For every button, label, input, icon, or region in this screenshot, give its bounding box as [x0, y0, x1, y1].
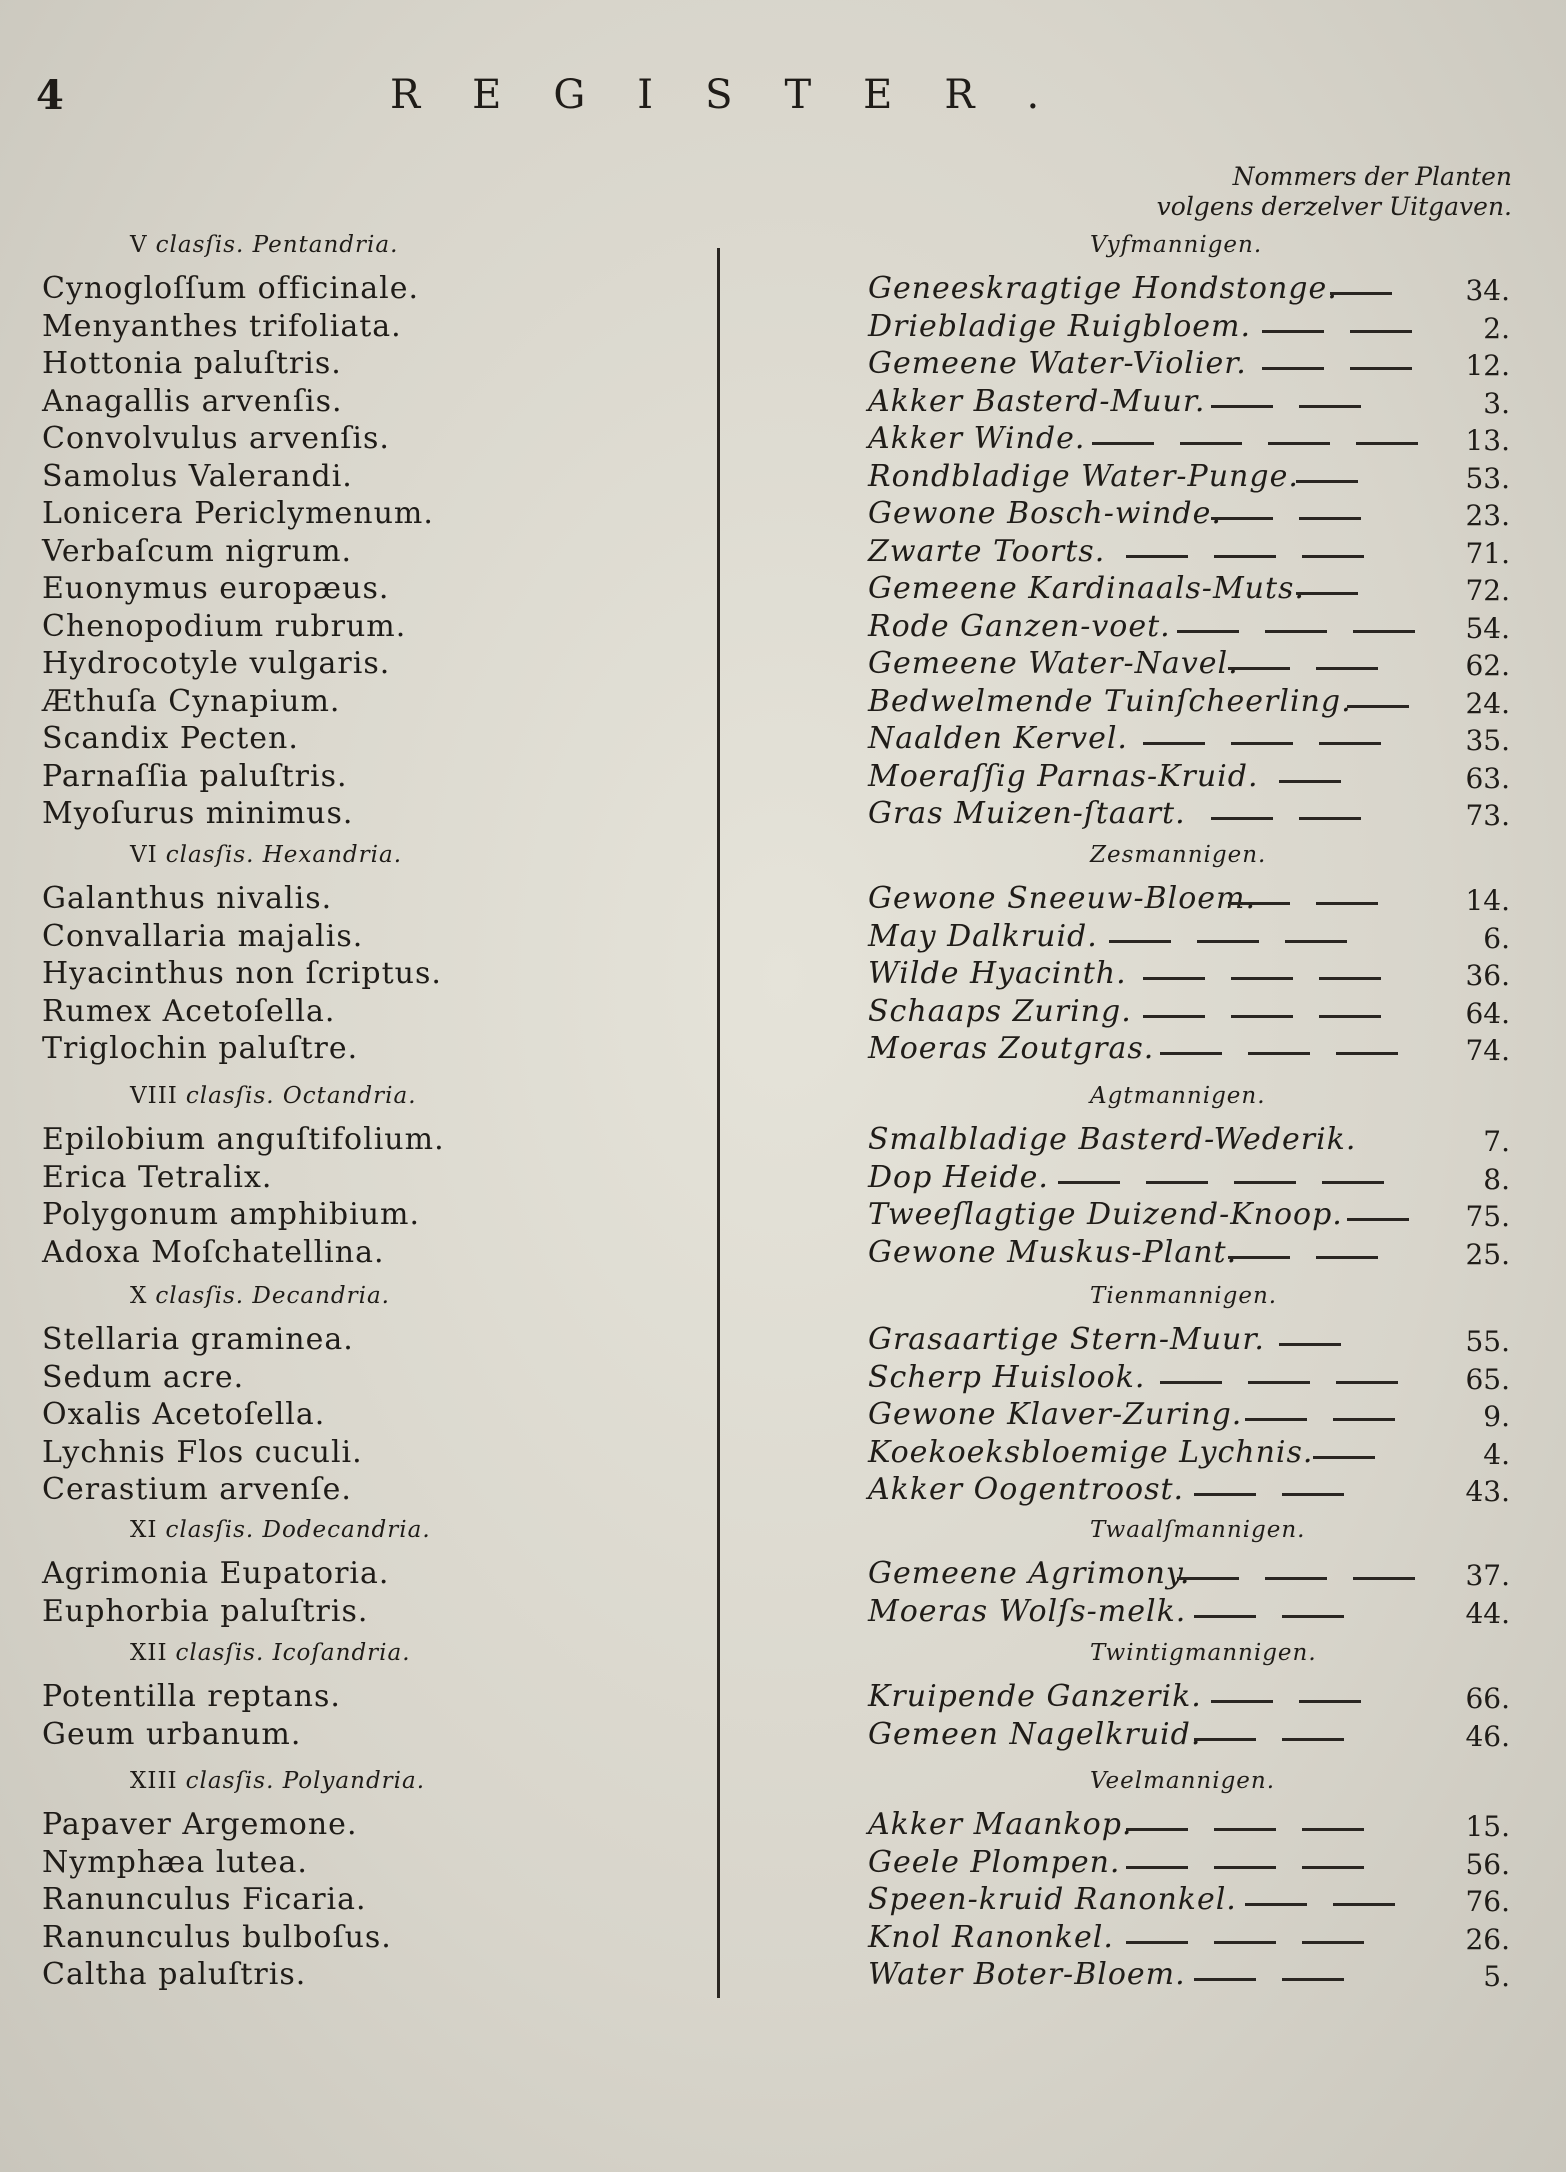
latin-plant-name: Anagallis arvenſis.: [42, 383, 343, 419]
dash-leader: [1262, 367, 1324, 373]
dash-leader: [1316, 667, 1378, 673]
dash-leader: [1299, 405, 1361, 411]
plant-number: 64.: [1465, 996, 1510, 1030]
dutch-plant-name: Akker Winde.: [868, 421, 1086, 456]
class-numeral: VIII: [130, 1083, 178, 1109]
dutch-class-heading: Zesmannigen.: [1090, 842, 1267, 868]
dutch-plant-name: Akker Oogentroost.: [868, 1472, 1185, 1507]
dash-leader: [1058, 1181, 1120, 1187]
latin-plant-name: Adoxa Moſchatellina.: [42, 1234, 385, 1270]
class-name: clasſis. Dodecandria.: [165, 1517, 431, 1543]
dash-leader: [1160, 1381, 1222, 1387]
class-numeral: XIII: [130, 1768, 178, 1794]
dutch-plant-name: Gemeene Water-Violier.: [868, 346, 1247, 381]
dash-leader: [1211, 405, 1273, 411]
dash-leader: [1214, 1866, 1276, 1872]
plant-number: 63.: [1465, 761, 1510, 795]
dash-leader: [1322, 1181, 1384, 1187]
plant-number: 34.: [1465, 274, 1510, 307]
dash-leader: [1268, 442, 1330, 448]
dash-leader: [1180, 442, 1242, 448]
latin-plant-name: Scandix Pecten.: [42, 721, 299, 756]
plant-number: 54.: [1465, 611, 1510, 645]
dutch-plant-name: Gewone Sneeuw-Bloem.: [868, 881, 1257, 916]
plant-number: 75.: [1465, 1200, 1510, 1233]
dash-leader: [1302, 1941, 1364, 1947]
dash-leader: [1285, 940, 1347, 946]
dutch-plant-name: Speen-kruid Ranonkel.: [868, 1882, 1237, 1917]
dutch-plant-name: Koekoeksbloemige Lychnis.: [868, 1434, 1314, 1470]
dash-leader: [1228, 1256, 1290, 1262]
dash-leader: [1245, 1418, 1307, 1424]
dash-leader: [1347, 1218, 1409, 1224]
latin-plant-name: Papaver Argemone.: [42, 1807, 358, 1842]
dash-leader: [1350, 367, 1412, 373]
right-column-header: [1100, 162, 1512, 222]
dash-leader: [1299, 817, 1361, 823]
latin-class-heading: [130, 232, 398, 258]
plant-number: 6.: [1483, 921, 1510, 955]
latin-plant-name: Potentilla reptans.: [42, 1679, 341, 1714]
plant-number: 7.: [1483, 1125, 1510, 1158]
dash-leader: [1092, 442, 1154, 448]
dash-leader: [1194, 1493, 1256, 1499]
latin-plant-name: Chenopodium rubrum.: [42, 608, 407, 644]
plant-number: 4.: [1483, 1437, 1510, 1471]
dutch-plant-name: Tweeſlagtige Duizend-Knoop.: [868, 1197, 1343, 1232]
dash-leader: [1248, 1052, 1310, 1058]
latin-plant-name: Æthuſa Cynapium.: [42, 683, 341, 719]
dutch-class-heading: Twintigmannigen.: [1090, 1640, 1317, 1666]
dutch-class-heading: Agtmannigen.: [1090, 1083, 1266, 1109]
dash-leader: [1214, 1941, 1276, 1947]
dash-leader: [1302, 555, 1364, 561]
dash-leader: [1143, 1015, 1205, 1021]
latin-plant-name: Myoſurus minimus.: [42, 796, 354, 831]
dash-leader: [1211, 517, 1273, 523]
dash-leader: [1262, 330, 1324, 336]
latin-plant-name: Polygonum amphibium.: [42, 1197, 421, 1232]
dash-leader: [1194, 1738, 1256, 1744]
plant-number: 74.: [1465, 1034, 1510, 1067]
dash-leader: [1282, 1978, 1344, 1984]
latin-plant-name: Triglochin paluſtre.: [42, 1031, 359, 1066]
plant-number: 5.: [1483, 1960, 1510, 1993]
dutch-plant-name: Grasaartige Stern-Muur.: [868, 1322, 1265, 1357]
dutch-plant-name: Naalden Kervel.: [868, 721, 1128, 756]
dash-leader: [1126, 555, 1188, 561]
plant-number: 53.: [1465, 461, 1510, 495]
dash-leader: [1228, 667, 1290, 673]
class-numeral: VI: [130, 842, 158, 868]
class-name: clasſis. Pentandria.: [155, 232, 399, 258]
latin-plant-name: Hydrocotyle vulgaris.: [42, 646, 391, 681]
plant-number: 71.: [1465, 536, 1510, 570]
dutch-plant-name: Gemeen Nagelkruid.: [868, 1716, 1202, 1752]
latin-plant-name: Ranunculus bulboſus.: [42, 1919, 392, 1955]
latin-class-heading: [130, 1640, 411, 1666]
plant-number: 14.: [1465, 884, 1510, 917]
dutch-plant-name: Moeras Wolſs-melk.: [868, 1593, 1187, 1629]
dash-leader: [1356, 442, 1418, 448]
plant-number: 36.: [1465, 959, 1510, 992]
latin-class-heading: [130, 842, 402, 868]
dash-leader: [1194, 1615, 1256, 1621]
dash-leader: [1353, 1577, 1415, 1583]
class-numeral: XII: [130, 1640, 168, 1666]
dash-leader: [1302, 1866, 1364, 1872]
dash-leader: [1214, 1828, 1276, 1834]
dash-leader: [1353, 630, 1415, 636]
dutch-plant-name: Scherp Huislook.: [868, 1359, 1146, 1395]
dash-leader: [1160, 1052, 1222, 1058]
dash-leader: [1296, 592, 1358, 598]
dash-leader: [1330, 292, 1392, 298]
latin-class-heading: [130, 1768, 425, 1794]
column-divider: [717, 248, 720, 1998]
dash-leader: [1143, 742, 1205, 748]
plant-number: 76.: [1465, 1885, 1510, 1918]
dash-leader: [1126, 1941, 1188, 1947]
dutch-plant-name: Driebladige Ruigbloem.: [868, 308, 1252, 344]
dash-leader: [1231, 742, 1293, 748]
dutch-plant-name: Zwarte Toorts.: [868, 533, 1106, 569]
dash-leader: [1336, 1381, 1398, 1387]
latin-plant-name: Cynogloſſum officinale.: [42, 271, 420, 306]
latin-plant-name: Euonymus europæus.: [42, 571, 390, 606]
dutch-plant-name: May Dalkruid.: [868, 918, 1098, 954]
latin-plant-name: Lychnis Flos cuculi.: [42, 1434, 363, 1470]
dash-leader: [1279, 780, 1341, 786]
dash-leader: [1296, 480, 1358, 486]
dutch-plant-name: Rondbladige Water-Punge.: [868, 458, 1299, 494]
dash-leader: [1211, 1700, 1273, 1706]
dutch-plant-name: Akker Maankop.: [868, 1807, 1133, 1842]
dash-leader: [1146, 1181, 1208, 1187]
dash-leader: [1299, 1700, 1361, 1706]
dash-leader: [1319, 1015, 1381, 1021]
dutch-plant-name: Moeras Zoutgras.: [868, 1031, 1155, 1066]
class-numeral: X: [130, 1283, 148, 1309]
latin-plant-name: Oxalis Acetoſella.: [42, 1397, 326, 1432]
dutch-plant-name: Gewone Bosch-winde.: [868, 496, 1222, 531]
dash-leader: [1302, 1828, 1364, 1834]
dutch-plant-name: Kruipende Ganzerik.: [868, 1679, 1202, 1714]
dash-leader: [1282, 1738, 1344, 1744]
latin-plant-name: Agrimonia Eupatoria.: [42, 1556, 390, 1591]
plant-number: 72.: [1465, 574, 1510, 607]
dutch-plant-name: Gras Muizen-ſtaart.: [868, 796, 1186, 831]
dash-leader: [1234, 1181, 1296, 1187]
page-number: 4: [36, 72, 64, 119]
plant-number: 35.: [1465, 724, 1510, 757]
latin-plant-name: Rumex Acetoſella.: [42, 993, 336, 1029]
dutch-plant-name: Gemeene Agrimony.: [868, 1556, 1191, 1591]
dash-leader: [1316, 902, 1378, 908]
dutch-class-heading: Vyfmannigen.: [1090, 232, 1263, 258]
plant-number: 46.: [1465, 1719, 1510, 1753]
latin-plant-name: Euphorbia paluſtris.: [42, 1593, 369, 1629]
dash-leader: [1177, 1577, 1239, 1583]
dash-leader: [1282, 1493, 1344, 1499]
plant-number: 13.: [1465, 424, 1510, 457]
class-numeral: XI: [130, 1517, 158, 1543]
dash-leader: [1211, 817, 1273, 823]
latin-plant-name: Lonicera Periclymenum.: [42, 496, 434, 531]
plant-number: 26.: [1465, 1922, 1510, 1956]
dash-leader: [1265, 630, 1327, 636]
plant-number: 15.: [1465, 1810, 1510, 1843]
dutch-plant-name: Schaaps Zuring.: [868, 993, 1132, 1029]
latin-plant-name: Cerastium arvenſe.: [42, 1472, 352, 1507]
dash-leader: [1143, 977, 1205, 983]
dash-leader: [1126, 1828, 1188, 1834]
dutch-plant-name: Gemeene Water-Navel.: [868, 646, 1239, 681]
dutch-class-heading: Twaalſmannigen.: [1090, 1517, 1306, 1543]
dash-leader: [1313, 1456, 1375, 1462]
plant-number: 37.: [1465, 1559, 1510, 1592]
dash-leader: [1279, 1343, 1341, 1349]
dash-leader: [1299, 517, 1361, 523]
dutch-plant-name: Water Boter-Bloem.: [868, 1957, 1186, 1992]
dash-leader: [1194, 1978, 1256, 1984]
latin-class-heading: [130, 1517, 431, 1543]
plant-number: 43.: [1465, 1475, 1510, 1508]
dash-leader: [1228, 902, 1290, 908]
latin-plant-name: Samolus Valerandi.: [42, 458, 353, 494]
dash-leader: [1319, 977, 1381, 983]
page-title: REGISTER.: [390, 72, 1092, 118]
plant-number: 2.: [1483, 311, 1510, 345]
dash-leader: [1347, 705, 1409, 711]
dutch-plant-name: Bedwelmende Tuinſcheerling.: [868, 683, 1352, 719]
latin-plant-name: Erica Tetralix.: [42, 1159, 273, 1195]
latin-plant-name: Galanthus nivalis.: [42, 881, 333, 916]
dash-leader: [1177, 630, 1239, 636]
latin-class-heading: [130, 1283, 390, 1309]
latin-plant-name: Parnaſſia paluſtris.: [42, 758, 348, 794]
dutch-plant-name: Wilde Hyacinth.: [868, 956, 1127, 991]
dash-leader: [1333, 1418, 1395, 1424]
class-numeral: V: [130, 232, 148, 258]
plant-number: 56.: [1465, 1847, 1510, 1881]
latin-plant-name: Hyacinthus non ſcriptus.: [42, 956, 442, 991]
dash-leader: [1333, 1903, 1395, 1909]
dutch-plant-name: Gemeene Kardinaals-Muts.: [868, 571, 1305, 606]
latin-class-heading: [130, 1083, 417, 1109]
dutch-plant-name: Knol Ranonkel.: [868, 1919, 1114, 1955]
dash-leader: [1231, 977, 1293, 983]
latin-plant-name: Convallaria majalis.: [42, 918, 364, 954]
latin-plant-name: Hottonia paluſtris.: [42, 346, 342, 381]
dutch-plant-name: Smalbladige Basterd-Wederik.: [868, 1122, 1357, 1157]
latin-plant-name: Ranunculus Ficaria.: [42, 1882, 367, 1917]
class-name: clasſis. Icoſandria.: [175, 1640, 411, 1666]
dutch-plant-name: Gewone Muskus-Plant.: [868, 1234, 1238, 1270]
dutch-plant-name: Gewone Klaver-Zuring.: [868, 1397, 1243, 1432]
plant-number: 73.: [1465, 799, 1510, 832]
dash-leader: [1350, 330, 1412, 336]
latin-plant-name: Menyanthes trifoliata.: [42, 308, 402, 344]
dash-leader: [1197, 940, 1259, 946]
plant-number: 12.: [1465, 349, 1510, 382]
dutch-plant-name: Akker Basterd-Muur.: [868, 383, 1206, 419]
latin-plant-name: Convolvulus arvenſis.: [42, 421, 390, 456]
dutch-plant-name: Moeraſſig Parnas-Kruid.: [868, 758, 1259, 794]
plant-number: 65.: [1465, 1362, 1510, 1396]
right-column-header-line: volgens derzelver Uitgaven.: [1156, 192, 1512, 221]
dash-leader: [1265, 1577, 1327, 1583]
dash-leader: [1231, 1015, 1293, 1021]
dutch-plant-name: Geele Plompen.: [868, 1844, 1121, 1880]
dash-leader: [1109, 940, 1171, 946]
dash-leader: [1316, 1256, 1378, 1262]
plant-number: 44.: [1465, 1596, 1510, 1630]
latin-plant-name: Verbaſcum nigrum.: [42, 533, 353, 569]
plant-number: 25.: [1465, 1237, 1510, 1271]
dash-leader: [1282, 1615, 1344, 1621]
latin-plant-name: Epilobium anguſtifolium.: [42, 1122, 445, 1157]
plant-number: 8.: [1483, 1162, 1510, 1196]
plant-number: 23.: [1465, 499, 1510, 532]
dash-leader: [1319, 742, 1381, 748]
dash-leader: [1214, 555, 1276, 561]
latin-plant-name: Stellaria graminea.: [42, 1322, 354, 1357]
class-name: clasſis. Decandria.: [155, 1283, 390, 1309]
class-name: clasſis. Hexandria.: [165, 842, 403, 868]
dutch-plant-name: Geneeskragtige Hondstonge.: [868, 271, 1338, 306]
latin-plant-name: Nymphæa lutea.: [42, 1844, 308, 1880]
dash-leader: [1248, 1381, 1310, 1387]
plant-number: 55.: [1465, 1325, 1510, 1358]
dash-leader: [1126, 1866, 1188, 1872]
dash-leader: [1336, 1052, 1398, 1058]
plant-number: 62.: [1465, 649, 1510, 682]
dash-leader: [1245, 1903, 1307, 1909]
dutch-plant-name: Dop Heide.: [868, 1159, 1049, 1195]
latin-plant-name: Sedum acre.: [42, 1359, 245, 1395]
class-name: clasſis. Octandria.: [185, 1083, 417, 1109]
latin-plant-name: Geum urbanum.: [42, 1716, 302, 1752]
plant-number: 3.: [1483, 386, 1510, 420]
latin-plant-name: Caltha paluſtris.: [42, 1957, 307, 1992]
class-name: clasſis. Polyandria.: [185, 1768, 426, 1794]
plant-number: 9.: [1483, 1400, 1510, 1433]
right-column-header-line: Nommers der Planten: [1232, 162, 1512, 191]
dutch-class-heading: Veelmannigen.: [1090, 1768, 1276, 1794]
dutch-plant-name: Rode Ganzen-voet.: [868, 608, 1171, 644]
plant-number: 24.: [1465, 686, 1510, 720]
dutch-class-heading: Tienmannigen.: [1090, 1283, 1278, 1309]
plant-number: 66.: [1465, 1682, 1510, 1715]
